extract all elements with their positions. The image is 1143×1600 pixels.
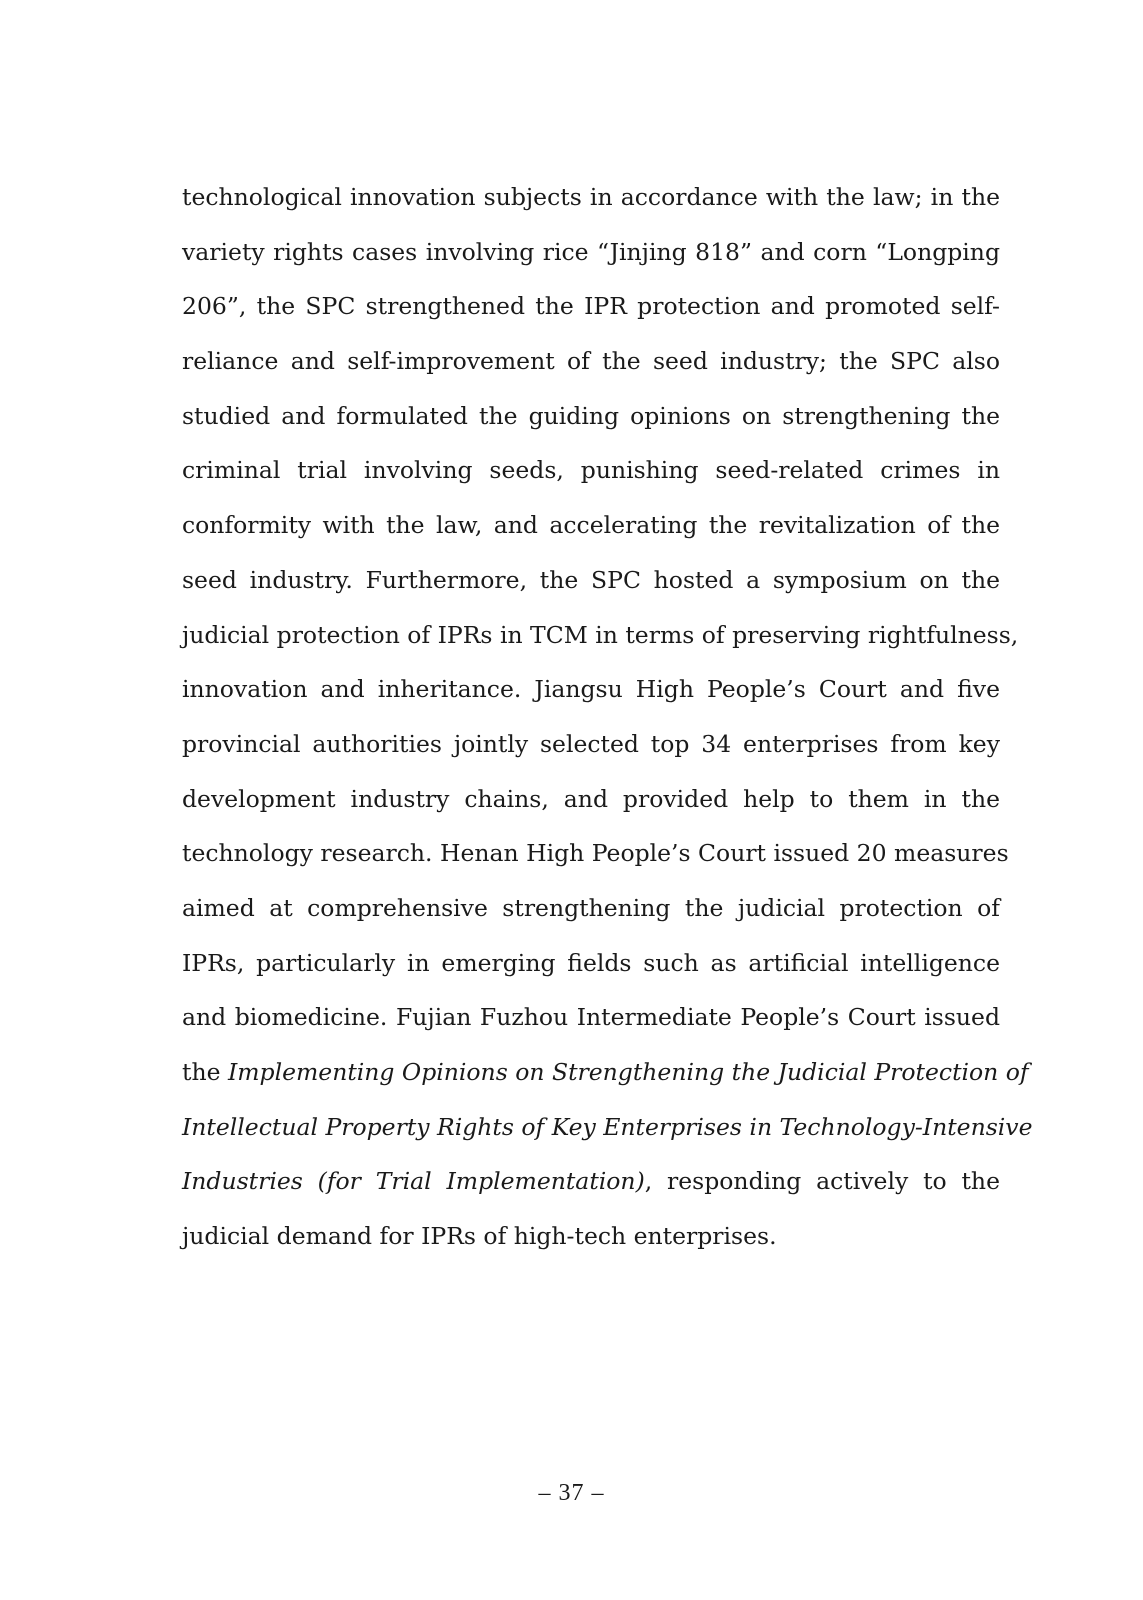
text-line: seed industry. Furthermore, the SPC hosted a symposium on the xyxy=(182,565,1000,594)
text-line: IPRs, particularly in emerging fields such as artificial intelligence xyxy=(182,948,1000,977)
text-line: judicial protection of IPRs in TCM in terms of preserving rightfulness, xyxy=(182,620,1019,649)
text-line xyxy=(182,1100,1033,1155)
text-line xyxy=(182,1154,1000,1209)
text-line-suffix: , responding actively to the xyxy=(644,1167,1000,1196)
text-line xyxy=(182,1045,1029,1100)
text-line: criminal trial involving seeds, punishing seed-related crimes in xyxy=(182,456,1000,485)
body-paragraph xyxy=(182,170,1033,1264)
text-line: 206”, the SPC strengthened the IPR protection and promoted self- xyxy=(182,292,1000,321)
text-line: innovation and inheritance. Jiangsu High People’s Court and five xyxy=(182,675,1000,704)
page-number: – 37 – xyxy=(538,1480,605,1506)
text-line: conformity with the law, and accelerating the revitalization of the xyxy=(182,511,1000,540)
text-line: variety rights cases involving rice “Jinjing 818” and corn “Longping xyxy=(182,237,1000,266)
text-line: reliance and self-improvement of the seed industry; the SPC also xyxy=(182,347,1000,376)
text-line: technological innovation subjects in accordance with the law; in the xyxy=(182,183,1000,211)
text-line-prefix: the xyxy=(182,1058,228,1086)
text-line: provincial authorities jointly selected top 34 enterprises from key xyxy=(182,729,1000,758)
text-line: aimed at comprehensive strengthening the judicial protection of xyxy=(182,893,1000,922)
document-title-italic: Implementing Opinions on Strengthening the Judicial Protection of xyxy=(227,1058,1029,1086)
text-line: development industry chains, and provided help to them in the xyxy=(182,784,1000,813)
text-line-last: judicial demand for IPRs of high-tech enterprises. xyxy=(182,1222,777,1251)
text-line: studied and formulated the guiding opinions on strengthening the xyxy=(182,401,1000,430)
text-line: technology research. Henan High People’s Court issued 20 measures xyxy=(182,839,1009,868)
document-title-italic: Intellectual Property Rights of Key Enterprises in Technology-Intensive xyxy=(182,1112,1033,1141)
text-line: and biomedicine. Fujian Fuzhou Intermediate People’s Court issued xyxy=(182,1003,1000,1032)
document-title-italic: Industries (for Trial Implementation) xyxy=(182,1167,645,1196)
